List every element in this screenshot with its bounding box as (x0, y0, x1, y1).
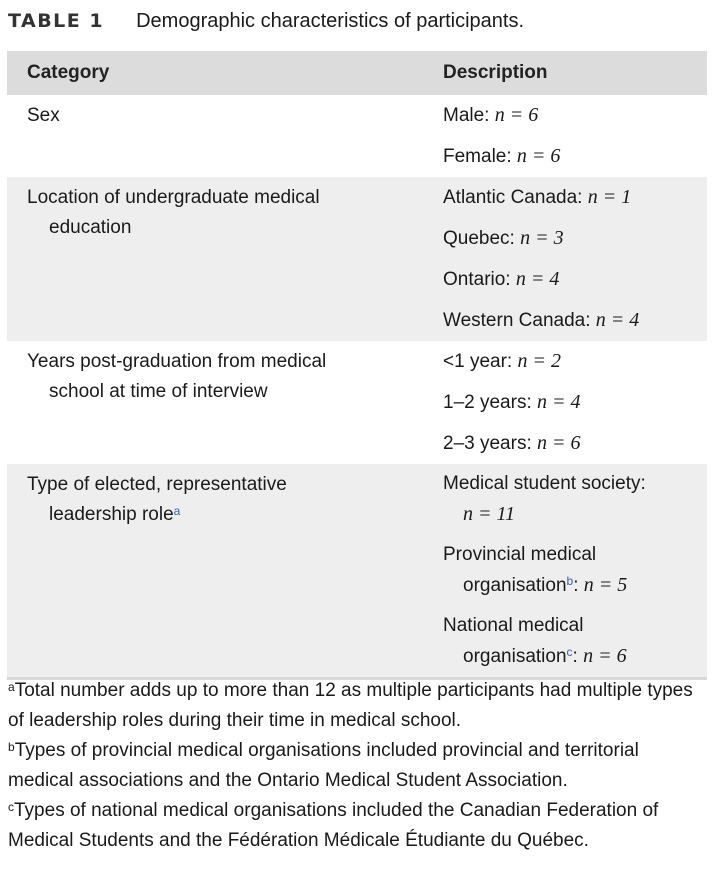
column-header-description: Description (443, 62, 548, 83)
description-item (443, 464, 707, 535)
description-item (443, 136, 707, 177)
column-header-category: Category (27, 62, 110, 83)
description-cell (423, 464, 707, 677)
item-count: n = 6 (537, 432, 581, 454)
item-label: 1–2 years: (443, 392, 532, 413)
item-label: <1 year: (443, 351, 513, 372)
table-row-years (7, 341, 707, 464)
description-item (443, 95, 707, 136)
description-item (443, 535, 707, 606)
footnote-a (8, 676, 708, 736)
item-label: Female: (443, 146, 512, 167)
description-item (443, 606, 707, 677)
item-count: n = 6 (516, 145, 561, 167)
footnote-c (8, 796, 708, 856)
footnote-ref-a[interactable]: a (173, 504, 181, 518)
category-text-line-1: Years post-graduation from medical (27, 351, 327, 372)
item-count: n = 5 (583, 574, 628, 596)
category-text-line-2 (27, 500, 423, 530)
footnote-mark: c (8, 800, 14, 814)
category-cell (7, 464, 423, 677)
footnote-text: Total number adds up to more than 12 as multiple participants had multiple types of leadership roles during their time in medical school. (8, 680, 693, 731)
item-count: n = 1 (587, 186, 632, 208)
category-text: Sex (27, 105, 60, 126)
category-cell (7, 177, 423, 341)
item-continuation (443, 499, 707, 530)
item-count: n = 2 (517, 350, 561, 372)
item-label: 2–3 years: (443, 433, 532, 454)
table-label: TABLE 1 (8, 10, 105, 32)
description-item (443, 177, 707, 218)
item-count: n = 6 (583, 645, 627, 667)
category-text-line-2: school at time of interview (49, 381, 268, 402)
description-item (443, 259, 707, 300)
item-count: n = 6 (494, 104, 539, 126)
item-label: National medical (443, 615, 584, 636)
item-label: Atlantic Canada: (443, 187, 583, 208)
category-cell (7, 341, 423, 464)
item-label: Medical student society: (443, 473, 646, 494)
item-continuation: organisation$^c$: n = 6 (463, 645, 627, 667)
description-cell (423, 95, 707, 177)
category-text: leadership role (49, 504, 174, 525)
description-item (443, 300, 707, 341)
table-header-row (7, 51, 707, 95)
item-label: Male: (443, 105, 490, 126)
category-cell (7, 95, 423, 177)
item-count: n = 4 (595, 309, 640, 331)
category-text-line-1: Type of elected, representative (27, 474, 287, 495)
description-cell (423, 177, 707, 341)
item-label: Western Canada: (443, 310, 591, 331)
footnote-mark: a (8, 680, 15, 694)
category-text-line-1: Location of undergraduate medical (27, 187, 320, 208)
item-count: n = 3 (520, 227, 564, 249)
item-label-cont: organisation (463, 646, 567, 667)
description-item (443, 423, 707, 464)
table-caption (8, 6, 524, 36)
description-item (443, 341, 707, 382)
footnote-text: Types of provincial medical organisations included provincial and territorial medical associations and the Ontario Medical Student Association. (8, 740, 639, 791)
item-count: n = 4 (537, 391, 581, 413)
item-label: Quebec: (443, 228, 515, 249)
item-count: n = 4 (515, 268, 560, 290)
item-continuation: organisation$^b$: n = 5 (463, 574, 628, 596)
table-row-location (7, 177, 707, 341)
footnote-ref-c[interactable]: c (566, 645, 573, 659)
footnote-b (8, 736, 708, 796)
item-label: Ontario: (443, 269, 511, 290)
item-count: n = 11 (463, 503, 516, 525)
table-title: Demographic characteristics of participants. (136, 9, 525, 32)
footnote-mark: b (8, 740, 15, 754)
table-row-leadership (7, 464, 707, 677)
item-label-cont: organisation (463, 575, 567, 596)
footnote-ref-b[interactable]: b (566, 574, 574, 588)
demographics-table (7, 51, 707, 680)
category-text-line-2: education (49, 217, 132, 238)
table-row-sex (7, 95, 707, 177)
description-item (443, 382, 707, 423)
table-footnotes (8, 676, 708, 856)
description-cell (423, 341, 707, 464)
description-item (443, 218, 707, 259)
footnote-text: Types of national medical organisations included the Canadian Federation of Medical Students and the Fédération Médicale Étudiante du Québec. (8, 800, 659, 851)
item-label: Provincial medical (443, 544, 597, 565)
